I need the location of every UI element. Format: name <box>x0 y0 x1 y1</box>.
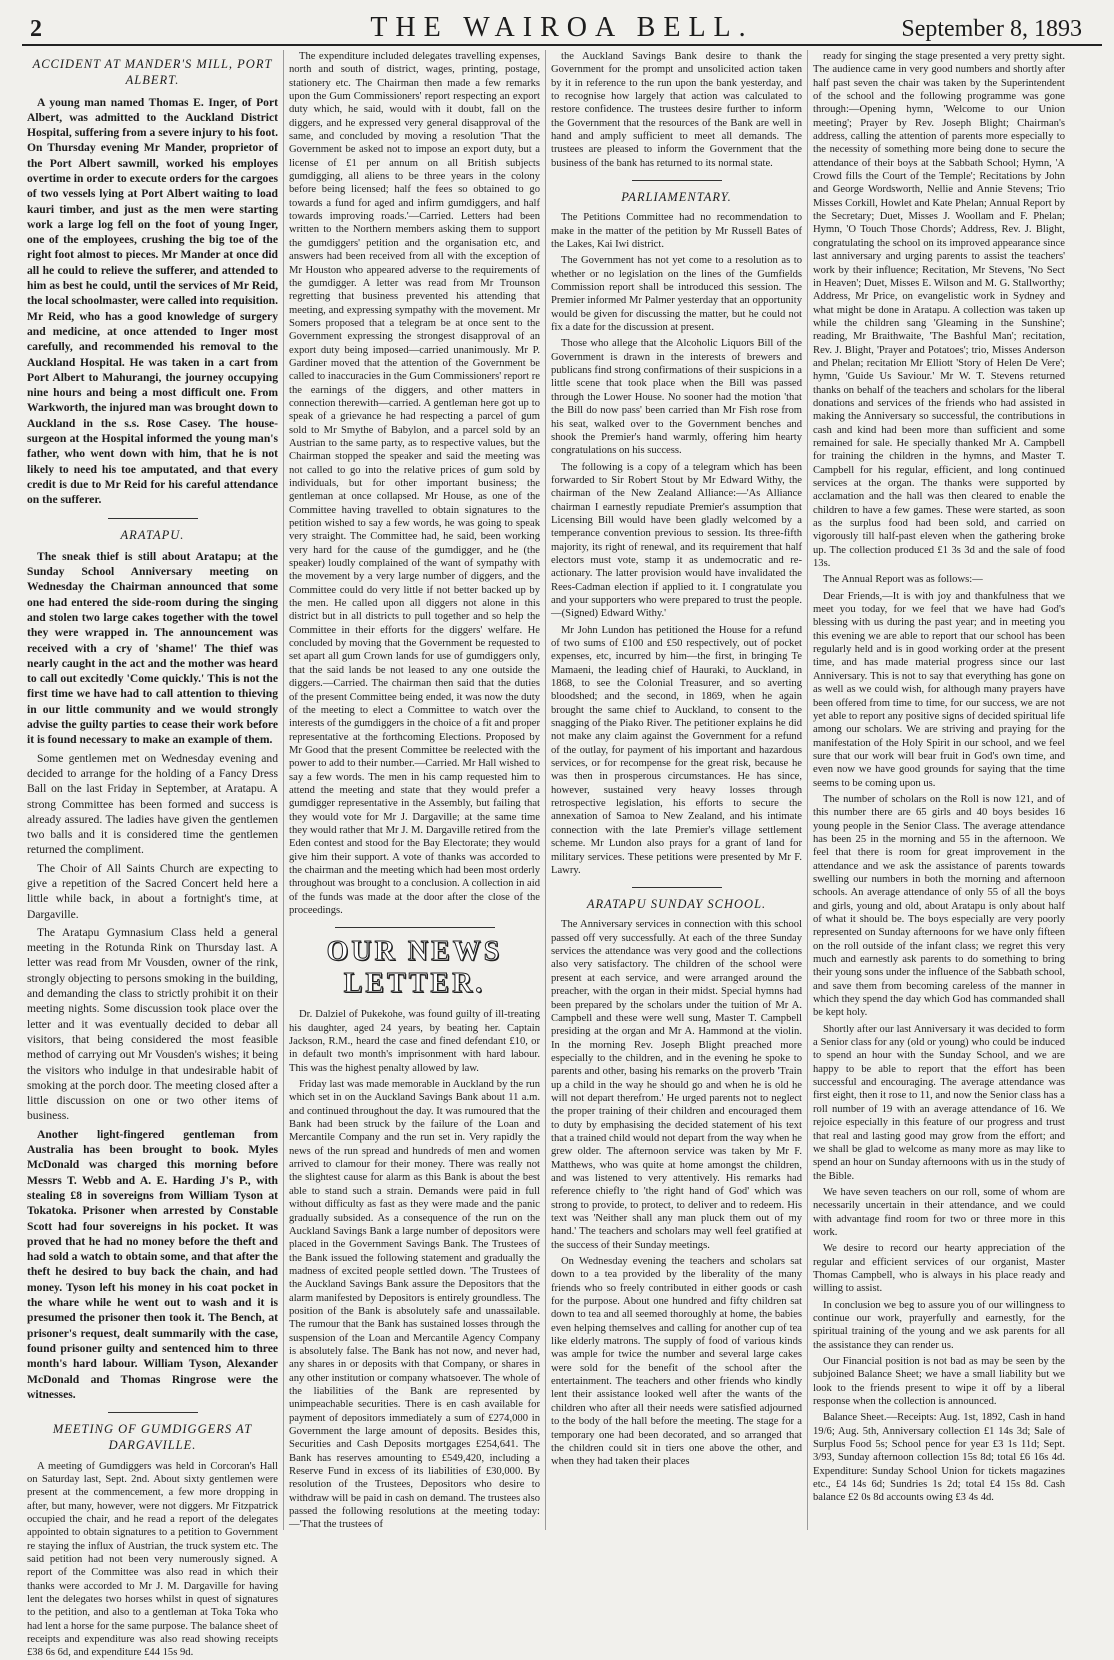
article-paragraph: The Petitions Committee had no recommendation to make in the matter of the petition by Mr Russell Bates of the Lakes, Kai Iwi district. <box>551 212 802 251</box>
article-paragraph: Another light-fingered gentleman from Australia has been brought to book. Myles McDonald was charged this morning before Messrs T. Webb and A. E. Harding J's P., with stealing £8 in sovereigns from William Tyson at Tokatoka. Prisoner when arrested by Constable Scott had four sovereigns in his pocket. It was proved that he had no money before the theft and had sold a watch to obtain some, and that after the theft he desired to buy back the chain, and had money. Tyson left his money in his coat pocket in the whare while he went out to wash and it is presumed the prisoner then took it. The Bench, at prisoner's request, dealt summarily with the case, found prisoner guilty and sentenced him to three month's hard labour. William Tyson, Alexander McDonald and Thomas Ringrose were the witnesses. <box>27 1127 278 1401</box>
article-paragraph: The Annual Report was as follows:— <box>823 574 983 586</box>
article-paragraph: The following is a copy of a telegram which has been forwarded to Sir Robert Stout by Mr Edward Withy, the chairman of the New Zealand Alliance:—'As Alliance chairman I earnestly repudiate Premier's assumption that Licensing Bill would have been gladly welcomed by a temperance convention previous to session. Its three-fifth majority, its right of renewal, and its requirement that half electors must vote, stamp it as undemocratic and re-actionary. The latter provision would have invalidated the Rees-Cadman election if applied to it. I congratulate you and your supporters who were prepared to trust the people.—(Signed) Edward Withy.' <box>551 461 802 620</box>
article-paragraph: Shortly after our last Anniversary it was decided to form a Senior class for any (old or young) who could be induced to spend an hour with the Sunday School, and we are happy to be able to report that the effort has been successful and encouraging. The average attendance was first eight, then it rose to 11, and now the Senior class has a roll number of 19 with an average attendance of 16. We rejoice especially in this feature of our progress and trust that real and lasting good may grow from the effort; and we shall be glad to welcome as many more as may like to spend an hour on Sunday afternoons with us in the study of the Bible. <box>813 1023 1065 1182</box>
article-paragraph: Some gentlemen met on Wednesday evening and decided to arrange for the holding of a Fancy Dress Ball on the last Friday in September, at Aratapu. A strong Committee has been formed and success is already assured. The ladies have given the gentlemen two balls and it is considered time the gentlemen returned the compliment. <box>27 751 278 857</box>
article-paragraph: Those who allege that the Alcoholic Liquors Bill of the Government is drawn in the interests of brewers and publicans find strong confirmations of their suspicions in a little scene that took place when the Bill was passed through the Lower House. No sooner had the motion 'that the Bill do now pass' been carried than Mr Fish rose from his seat, walked over to the Government benches and shook the Premier's hand warmly, offering him hearty congratulations on his success. <box>551 338 802 457</box>
masthead <box>22 10 1102 46</box>
article-paragraph: The Government has not yet come to a resolution as to whether or no legislation on the lines of the Gumfields Commission report shall be introduced this session. The Premier informed Mr Palmer yesterday that an opportunity would be given for discussing the matter, but he could not fix a date for the discussion at present. <box>551 255 802 334</box>
headline-sunday-school: ARATAPU SUNDAY SCHOOL. <box>586 897 767 912</box>
article-paragraph: The expenditure included delegates travelling expenses, north and south of district, wages, printing, postage, stationery etc. The Chairman then made a few remarks upon the Gum Commissioners' report respecting an export duty which, he said, would with it doubt, fall on the diggers, and he expressed very general disapproval of the same, and concluded by moving a resolution 'That the Government be asked not to impose an export duty, but a license of £1 per annum on all British subjects gumdigging, all aliens to be three years in the colony before being licensed; half the fees so obtained to go towards a fund for aged and infirm gumdiggers, and half towards improving roads.'—Carried. Letters had been written to the Northern members asking them to support the gumdiggers' petition and the organisation etc, and answers had been received from all with the exception of Mr Houston who appeared adverse to the requirements of the gumdigger. A letter was read from Mr Trounson regretting that business prevented his attending that meeting, and expressing sympathy with the movement. Mr Somers proposed that a telegram be at once sent to the Government expressing the strongest disapproval of an export duty being imposed—carried unanimously. Mr P. Gardiner moved that the attention of the Government be called to inaccuracies in the Gum Commissioners' report re the earnings of the diggers, and other matters in connection therewith—carried. A gentleman here got up to speak of a grievance he had respecting a parcel of gum sold to Mr Smythe of Babylon, and a parcel sold by an Austrian to the same party, as to respective values, but the Chairman stopped the speaker and said the meeting was not called to go into the relative prices of gum sold by individuals, but for other important business; the gentleman at once collapsed. Mr House, as one of the Committee having travelled to obtain signatures to the petition wished to say a few words, he was going to speak very straight. The Committee had, he said, been working very hard for the cause of the gumdigger, and he (the speaker) loudly complained of the want of sympathy with the movement by a very large number of diggers, and the Committee could do very little if not better backed up by the men. He called upon all diggers not alone in this district but in all districts to pull together and so help the Committee in their efforts for the diggers' welfare. He concluded by moving that the Government be requested to set apart all gum Crown lands for use of gumdiggers only, that the said lands be not leased to any one outside the diggers.—Carried. The chairman then said that the duties of the present Committee being ended, it was now the duty of the meeting to elect a Committee to watch over the interests of the gumdiggers in the choice of a fit and proper representative at the forthcoming Elections. Proposed by Mr Good that the present Committee be reelected with the power to add to their number.—Carried. Mr Hall wished to say a few words. The men in his camp requested him to attend the meeting and state that they would prefer a gumdigger representative in the Assembly, but failing that they would vote for Mr J. Dargaville; at the same time they would rather that Mr J. M. Dargaville retired from the Eden contest and stood for the Bay Electorate; they would give him their support. A vote of thanks was accorded to the chairman and the meeting which had been most orderly throughout was brought to a conclusion. A collection in aid of the funds was made at the door after the close of the proceedings. <box>289 51 540 916</box>
article-paragraph: The Aratapu Gymnasium Class held a general meeting in the Rotunda Rink on Thursday last. A letter was read from Mr Vousden, owner of the rink, strongly objecting to persons smoking in the building, and demanding the class to strictly prohibit it on their meeting nights. Some discussion took place over the letter and it was eventually decided to debar all visitors, that being considered the most feasible method of carrying out Mr Vousden's wishes; it being the visitors who indulge in that undesirable habit of smoking at the porch door. The meeting closed after a little discussion on one or two other items of business. <box>27 925 278 1123</box>
headline-aratapu: ARATAPU. <box>120 527 185 542</box>
headline-gumdiggers: MEETING OF GUMDIGGERS AT DARGAVILLE. <box>52 1422 253 1453</box>
issue-date: September 8, 1893 <box>901 16 1082 42</box>
article-paragraph: We desire to record our hearty appreciation of the regular and efficient services of our organist, Master Thomas Campbell, who is always in his place ready and willing to assist. <box>813 1243 1065 1295</box>
headline-mander-mill: ACCIDENT AT MANDER'S MILL, PORT ALBERT. <box>32 57 273 88</box>
article-paragraph: In conclusion we beg to assure you of our willingness to continue our work, prayerfully and earnestly, for the spiritual training of the young and we ask parents for all the assistance they can render us. <box>813 1299 1065 1351</box>
article-paragraph: The Choir of All Saints Church are expecting to give a repetition of the Sacred Concert held here a little while back, in about a fortnight's time, at Dargaville. <box>27 861 278 921</box>
article-paragraph: Dr. Dalziel of Pukekohe, was found guilty of ill-treating his daughter, aged 24 years, by beating her. Captain Jackson, R.M., heard the case and fined defendant £10, or in default two month's imprisonment with hard labour. This was the highest penalty allowed by law. <box>289 1009 540 1074</box>
divider <box>335 927 495 928</box>
article-paragraph: Balance Sheet.—Receipts: Aug. 1st, 1892, Cash in hand 19/6; Aug. 5th, Anniversary collection £1 14s 3d; Sale of Surplus Food 5s; School pence for year £3 1s 11d; Sept. 3/93, Sunday afternoon collection 15s 8d; total £6 16s 4d. Expenditure: Sunday School Union for tickets magazines etc., £4 14s 6d; Sundries 1s 2d; total £4 15s 8d. Cash balance £2 0s 8d accounts owing £3 4s 4d. <box>813 1412 1065 1504</box>
article-paragraph: Friday last was made memorable in Auckland by the run which set in on the Auckland Savings Bank about 11 a.m. and continued throughout the day. It was rumoured that the Bank had been struck by the failure of the Loan and Mercantile Company and the run set in. Very rapidly the news of the run spread and hundreds of men and women arrived to clamour for their money. There was really not the slightest cause for alarm as this Bank is about the best able to stand such a strain. Demands were paid in full without difficulty as fast as they were made and the panic gradually subsided. As a consequence of the run on the Auckland Savings Bank a large number of depositors were placed in the Government Savings Bank. The Trustees of the Bank issued the following statement and gradually the madness of excited people settled down. 'The Trustees of the Auckland Savings Bank assure the Depositors that the alarm manifested by Depositors is entirely groundless. The position of the Bank is absolutely safe and unassailable. The rumour that the Bank has sustained losses through the suspension of the Loan and Mercantile Agency Company is absolutely false. The Bank has not now, and never had, any shares in or deposits with that Company, or shares in any other institution or company whatsoever. The whole of the liabilities of the Bank are represented by unimpeachable securities. There is en cash available for payment of depositors immediately a sum of £274,000 in Government the large amount of deposits. Besides this, Securities and Cash Deposits mortgages £254,641. The Bank has reserves amounting to £549,420, including a Reserve Fund in excess of its liabilities of £30,000. By resolution of the Trustees, Depositors who desire to withdraw will be paid in cash on demand. The trustees also passed the following resolutions at the meeting today:—'That the trustees of <box>289 1079 540 1531</box>
article-paragraph: ready for singing the stage presented a very pretty sight. The audience came in very good numbers and shortly after half past seven the chair was taken by the Superintendent of the school and the following programme was gone through:—Opening hymn, 'Welcome to our Union meeting'; Prayer by Rev. Joseph Blight; Chairman's address, calling the attention of parents more especially to the necessity of something more being done to secure the attendance of their boys at the Sabbath School; Hymn, 'A Crowd fills the Court of the Temple'; Recitations by John and George Wordsworth, Nellie and Annie Stevens; Trio Misses Corkill, Howlet and Kate Phelan; Annual Report by the Secretary; Duet, Misses J. Woollam and F. Phelan; Hymn, 'O Touch Those Chords'; Address, Rev. J. Blight, congratulating the school on its improved appearance since last anniversary and urging parents to assist the teachers' work by their influence; Recitation, Mr Stevens, 'No Sect in Heaven'; Duet, Misses E. Wilson and M. G. Stallworthy; Address, Mr Price, on evangelistic work in Sydney and what might be done in Aratapu. A collection was taken up while the children sang 'Gleaming in the Sunshine'; reading, Mr Braithwaite, 'The Bashful Man'; recitation, Rev. J. Blight, 'Prayer and Potatoes'; trio, Misses Anderson and Phelan; recitation Mr Elliott 'Story of Helen De Vere'; hymn, 'Guide Us Saviour.' Mr W. T. Stevens returned thanks on behalf of the teachers and scholars for the liberal donations and services of the friends who had assisted in making the Anniversary so successful, the contributions in cash and kind had been more than sufficient and some remained for sale. He specially thanked Mr A. Campbell for training the children in the hymns, and Master T. Campbell for his regular, efficient, and long continued services at the organ. The thanks were supported by acclamation and the hall was then cleared to enable the children to have a few games. These were started, as soon as the surplus food had been sold, and carried on vigorously till half-past eleven when the gathering broke up. The collection produced £1 3s 3d and the sale of food 13s. <box>813 51 1065 570</box>
page-number: 2 <box>30 16 42 42</box>
article-paragraph: A meeting of Gumdiggers was held in Corcoran's Hall on Saturday last, Sept. 2nd. About sixty gentlemen were present at the commencement, a few more dropping in after, but many, however, were not diggers. Mr Fitzpatrick occupied the chair, and he read a report of the delegates appointed to obtain signatures to a petition to Government re staying the influx of Austrian, the truck system etc. The said petition had not been very numerously signed. A report of the Committee was also read in which their thanks were accorded to Mr J. M. Dargaville for having lent the delegates two horses whilst in quest of signatures to the petition, and also to a gentleman at Toka Toka who had lent a horse for the same purpose. The balance sheet of receipts and expenditure was also read showing receipts £38 6s 6d, and expenditure £44 15s 9d. <box>27 1460 278 1659</box>
article-paragraph: The number of scholars on the Roll is now 121, and of this number there are 65 girls and 40 boys besides 16 young people in the Senior Class. The average attendance has been 25 in the morning and 55 in the afternoon. We feel that there is room for great improvement in the attendance and we ask the assistance of parents towards swelling our numbers in both the morning and afternoon schools. An average attendance of only 55 of all the boys and girls, young and old, about Aratapu is only about half of what it should be. The boys especially are very poorly represented on Sunday afternoons for we have only fifteen on the roll outside of the infant class; we regret this very much and earnestly ask parents to do something to bring their young sons under the influence of the Sabbath school, and save them from becoming careless of the manner in which they spend the day which God has commanded shall be kept holy. <box>813 793 1065 1019</box>
divider <box>632 887 722 888</box>
divider <box>632 180 722 181</box>
article-paragraph: the Auckland Savings Bank desire to thank the Government for the prompt and unsolicited action taken by it in reference to the run upon the bank yesterday, and to recognise how largely that action was calculated to restore confidence. The trustees desire further to inform the Government that the resources of the Bank are well in hand and amply sufficient to meet all demands. The trustees are pleased to inform the Government that the business of the bank has returned to its normal state. <box>551 51 802 169</box>
article-paragraph: The sneak thief is still about Aratapu; at the Sunday School Anniversary meeting on Wednesday the Chairman announced that some one had entered the side-room during the singing and stolen two large cakes together with the towel they were wrapped in. The announcement was received with a cry of 'shame!' The thief was nearly caught in the act and the mother was heard to call out excitedly 'Come quickly.' This is not the first time we have had to call attention to thieving in our little community and we would strongly advise the guilty parties to cease their work before it is found necessary to make an example of them. <box>27 549 278 747</box>
article-paragraph: The Anniversary services in connection with this school passed off very successfully. At each of the three Sunday services the attendance was very good and the collections also very satisfactory. The children of the school were present at each service, and were arranged around the preacher, with the organ in their midst. Special hymns had been prepared by the scholars under the tuition of Mr A. Campbell and these were well sung, Master T. Campbell presiding at the organ and Mr A. Hammond at the violin. In the morning Rev. Joseph Blight preached more especially to the children, and in the evening he spoke to parents and other, basing his remarks on the proverb 'Train up a child in the way he should go and when he is old he will not depart therefrom.' He urged parents not to neglect the proper training of their children and encouraged them to duty by emphasising the decided statement of his text that a trained child would not depart from the way when he grew older. The afternoon service was taken by Mr F. Matthews, who was quite at home amongst the children, and was listened to very attentively. His remarks had reference chiefly to 'the right hand of God' which was strong to provide, to protect, to deliver and to redeem. His text was 'Neither shall any man pluck them out of my hand.' The teachers and scholars may well feel gratified at the success of their Sunday meetings. <box>551 919 802 1251</box>
headline-news-letter: OUR NEWS LETTER. <box>326 936 503 1000</box>
newspaper-title: THE WAIROA BELL. <box>370 12 754 43</box>
column-1 <box>22 50 284 1659</box>
divider <box>108 1412 198 1413</box>
article-paragraph: On Wednesday evening the teachers and scholars sat down to a tea provided by the liberality of the many friends who so freely contributed in either goods or cash for the purpose. About one hundred and fifty children sat down to tea and all seemed thoroughly at home, the babies even helping themselves and calling for another cup of tea like elderly matrons. The supply of food of various kinds was ample for twice the number and several large cakes were sold for the benefit of the school after the entertainment. The teachers and other friends who kindly lent their assistance looked well after the wants of the children who after all their needs were satisfied adjourned to the body of the hall before the meeting. The stage for a temporary one had been decorated, and so arranged that the children could sit in tiers one above the other, and when they had taken their places <box>551 1256 802 1468</box>
headline-parliamentary: PARLIAMENTARY. <box>621 190 732 205</box>
column-3 <box>546 50 808 1530</box>
article-paragraph: Our Financial position is not bad as may be seen by the subjoined Balance Sheet; we have a small liability but we look to the friends present to wipe it off by a liberal response when the collection is announced. <box>813 1356 1065 1408</box>
column-2 <box>284 50 546 1530</box>
columns <box>22 50 1102 1659</box>
divider <box>108 518 198 519</box>
article-paragraph: Dear Friends,—It is with joy and thankfulness that we meet you today, for we feel that we have had God's blessing with us during the past year; and in meeting you this evening we are able to report that our school has been regularly held and is in good working order at the present time, and has made material progress since our last Anniversary. This is not to say that everything has gone on as well as we could wish, for although many prayers have been offered from time to time, for our success, we are not yet able to report any positive signs of decided spiritual life among our scholars. We are striving and praying for the manifestation of the Holy Spirit in our school, and we feel sure that our work will bear fruit in God's own time, and even now we have good grounds for saying that the time seems to be coming upon us. <box>813 590 1065 789</box>
article-paragraph: A young man named Thomas E. Inger, of Port Albert, was admitted to the Auckland District Hospital, suffering from a severe injury to his foot. On Thursday evening Mr Mander, proprietor of the Port Albert sawmill, worked his employes overtime in order to execute orders for the cargoes of two vessels lying at Port Albert waiting to load kauri timber, and just as the men were starting work a large log fell on the foot of young Inger, one of the employees, crushing the big toe of the right foot almost to pieces. Mr Mander at once did all he could to relieve the sufferer, and attended to him as best he could, until the services of Mr Reid, the local schoolmaster, were called into requisition. Mr Reid, who has a good knowledge of surgery and medicine, at once attended to Inger most carefully, and recommended his removal to the Auckland Hospital. He was taken in a cart from Port Albert to Mahurangi, the journey occupying nine hours and being a most difficult one. From Warkworth, the injured man was brought down to Auckland in the s.s. Rose Casey. The house-surgeon at the Hospital informed the young man's father, who went down with him, that he is not likely to need his toe amputated, and that every credit is due to Mr Reid for his careful attendance on the sufferer. <box>27 95 278 507</box>
column-4 <box>808 50 1070 1530</box>
article-paragraph: Mr John Lundon has petitioned the House for a refund of two sums of £100 and £50 respectively, out of pocket expenses, etc, incurred by him—the first, in bringing Te Mamaeni, the leading chief of Hauraki, to Auckland, in 1868, to see the Colonial Treasurer, and so averting bloodshed; and the second, in 1869, when he again brought the same chief to Auckland, to consent to the snagging of the Piako River. The petitioner explains he did not make any claim against the Government for a refund of the outlay, for payment of his important and hazardous services, or for recompense for the great risk, because he was then in prosperous circumstances. He has since, however, sustained very heavy losses through retrospective legislation, his efforts to secure the annexation of Samoa to New Zealand, and his intimate connection with the late Premier's village settlement scheme. Mr Lundon also prays for a grant of land for military services. These petitions were presented by Mr F. Lawry. <box>551 624 802 876</box>
article-paragraph: We have seven teachers on our roll, some of whom are necessarily uncertain in their attendance, and we could with advantage find room for two or three more in this work. <box>813 1186 1065 1238</box>
